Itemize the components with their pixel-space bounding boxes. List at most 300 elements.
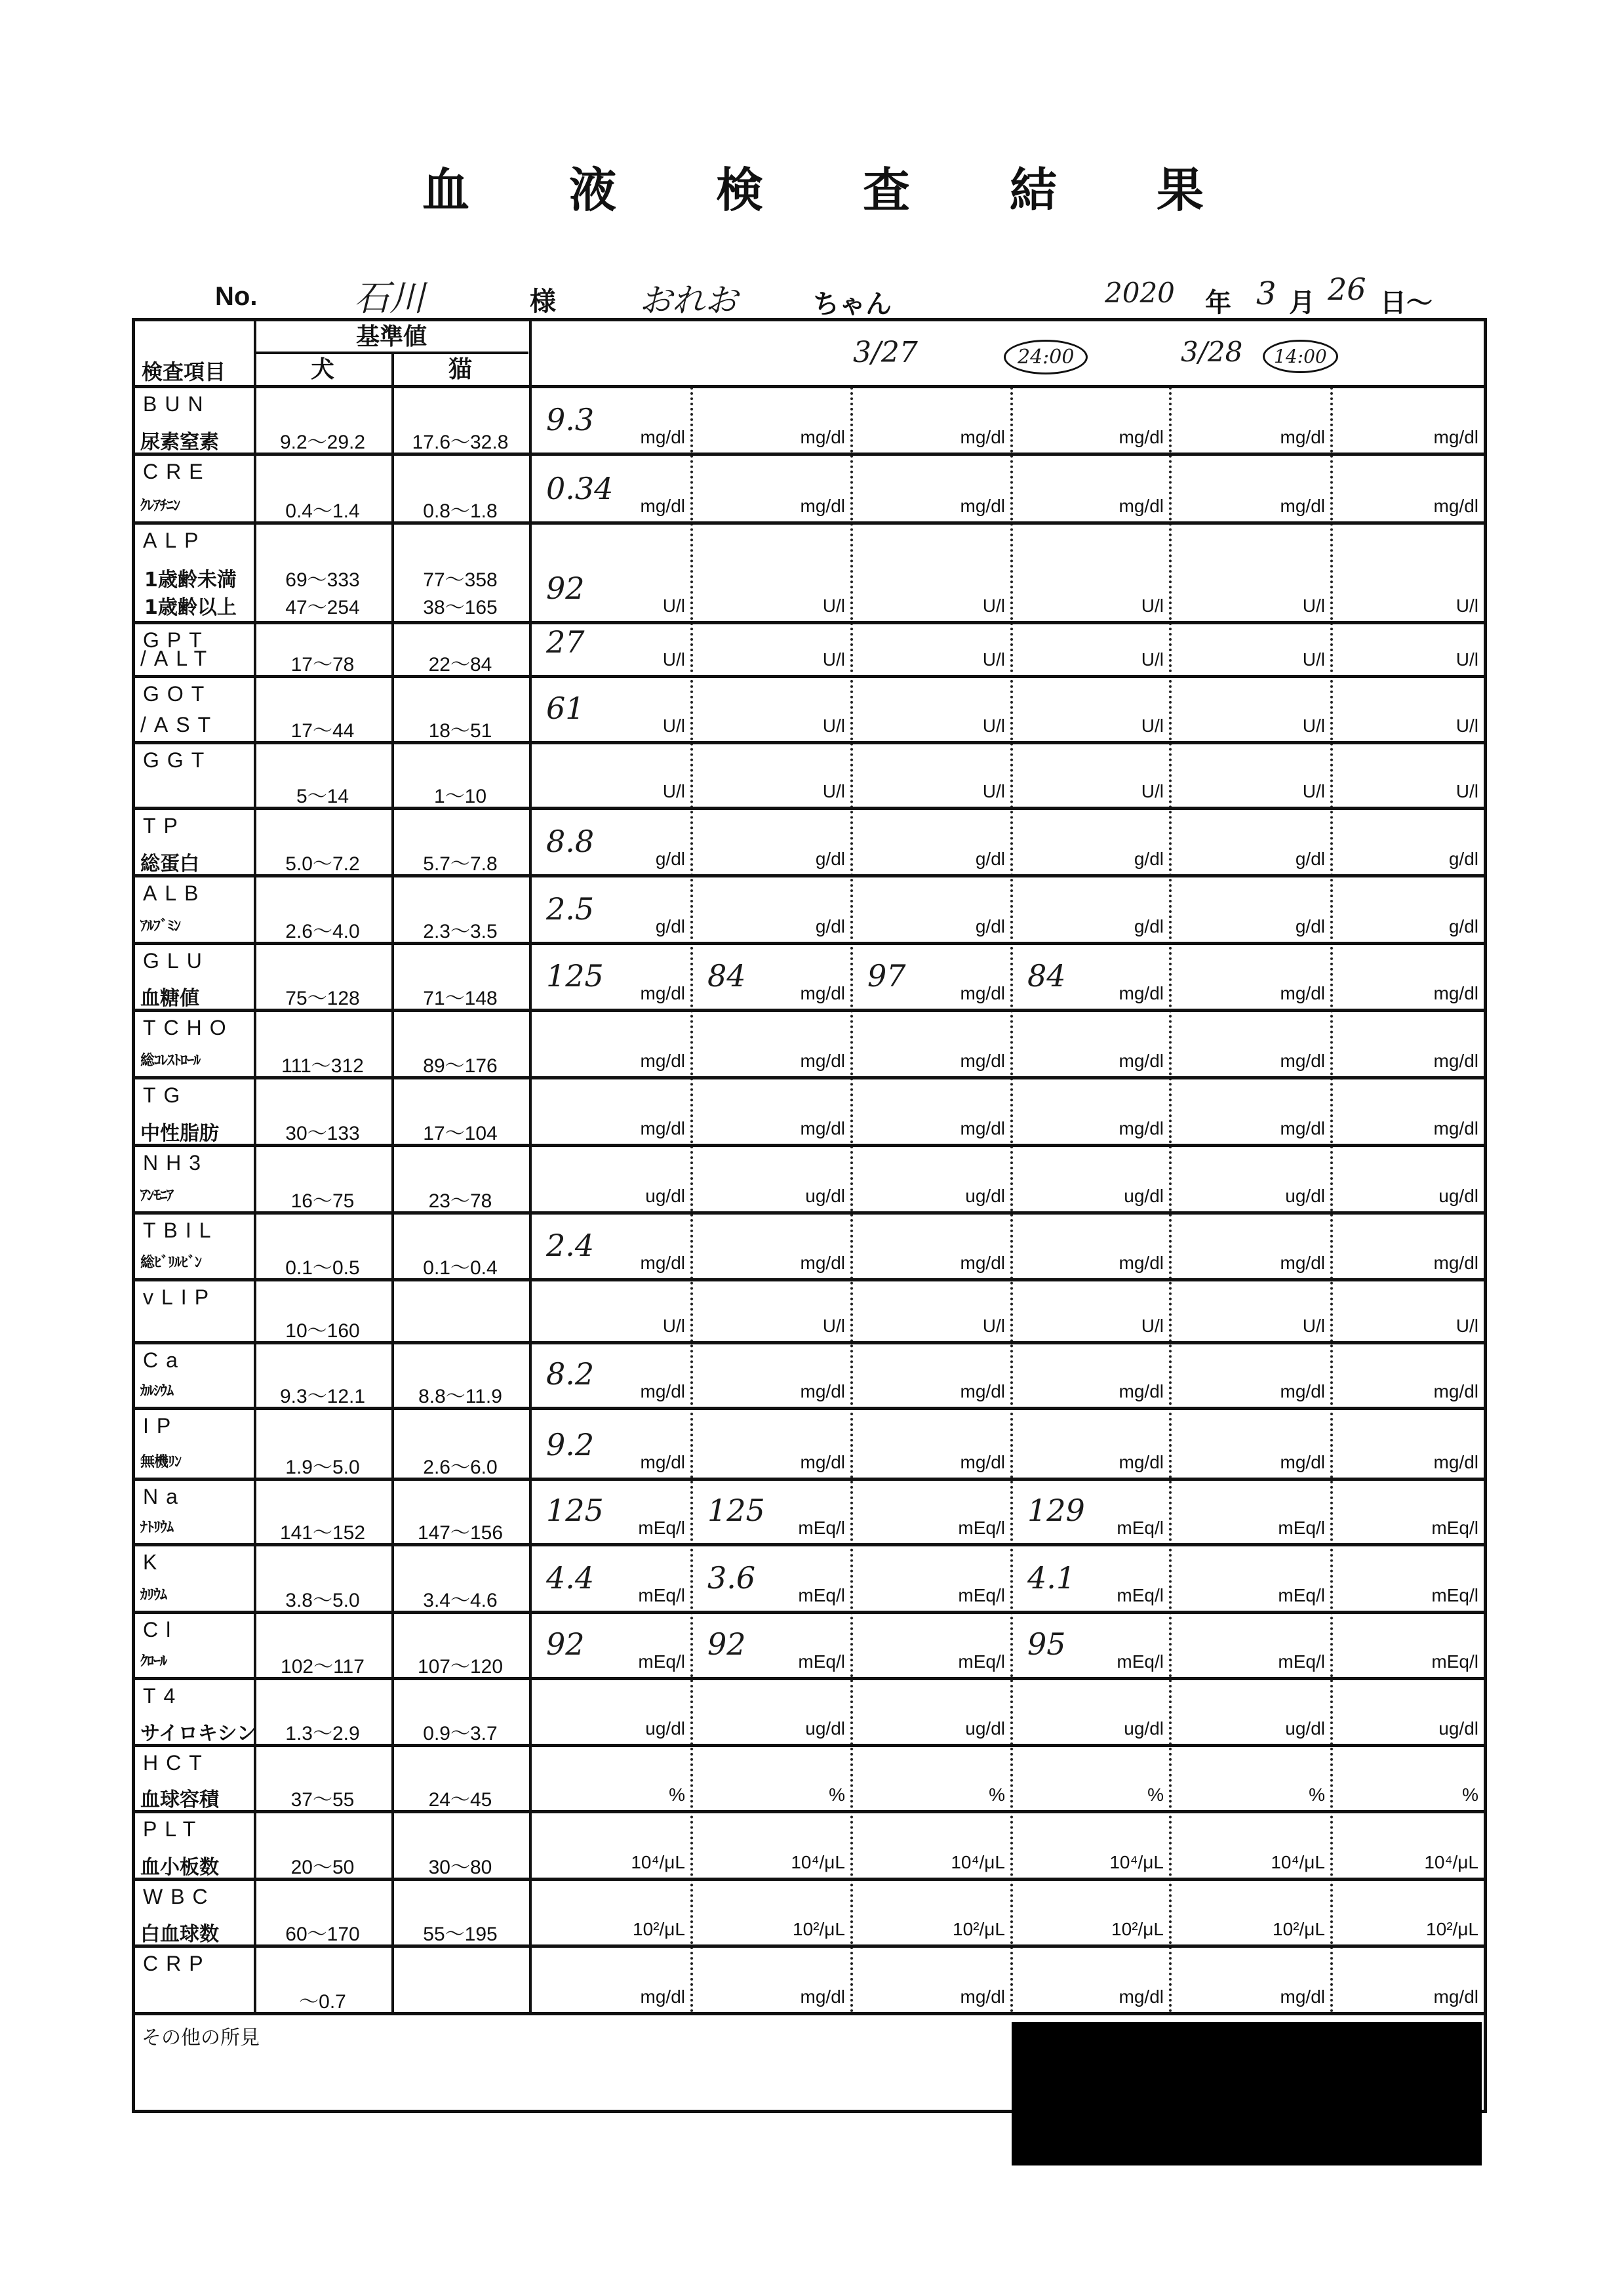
result-cell[interactable]	[1330, 1078, 1484, 1146]
month-value: 3	[1256, 275, 1277, 312]
result-unit: mEq/l	[958, 1651, 1005, 1672]
result-unit: 10²/μL	[1111, 1919, 1164, 1939]
result-unit: g/dl	[1448, 849, 1478, 869]
result-cell[interactable]	[1010, 1613, 1169, 1679]
result-unit: g/dl	[975, 916, 1005, 937]
result-unit: mg/dl	[800, 1253, 845, 1273]
table-row	[135, 623, 1484, 677]
result-cell[interactable]	[1010, 743, 1169, 809]
result-cell[interactable]	[690, 1146, 850, 1213]
result-cell[interactable]	[690, 1812, 850, 1880]
result-unit: ug/dl	[1285, 1186, 1325, 1206]
result-cell[interactable]	[850, 1011, 1010, 1078]
result-cell[interactable]	[1169, 1011, 1330, 1078]
cat-ref-range: 1〜10	[433, 786, 487, 807]
result-cell[interactable]	[1169, 1078, 1330, 1146]
result-cell[interactable]	[1169, 944, 1330, 1011]
result-cell[interactable]	[1010, 1343, 1169, 1409]
result-unit: 10⁴/μL	[1109, 1852, 1164, 1872]
result-unit: mEq/l	[638, 1585, 685, 1605]
dog-ref-range: 3.8〜5.0	[285, 1590, 360, 1611]
result-cell[interactable]	[1010, 454, 1169, 523]
result-cell[interactable]	[529, 1078, 690, 1146]
item-code: GPT	[143, 628, 210, 652]
result-cell[interactable]	[850, 454, 1010, 523]
result-unit: 10⁴/μL	[1424, 1852, 1478, 1872]
result-cell[interactable]	[529, 1545, 690, 1613]
result-unit: 10⁴/μL	[1271, 1852, 1325, 1872]
result-cell[interactable]	[1169, 1746, 1330, 1812]
result-cell[interactable]	[850, 677, 1010, 743]
item-code: HCT	[143, 1751, 210, 1775]
result-cell[interactable]	[850, 1409, 1010, 1480]
result-cell[interactable]	[1169, 1812, 1330, 1880]
result-cell[interactable]	[1010, 1946, 1169, 2014]
result-cell[interactable]	[529, 1011, 690, 1078]
result-unit: mEq/l	[798, 1518, 845, 1538]
reference-header: 基準値	[355, 323, 427, 350]
result-cell[interactable]	[690, 1343, 850, 1409]
result-unit: U/l	[1141, 1316, 1164, 1336]
result-value: 9.2	[546, 1427, 595, 1462]
title-char: 検	[715, 163, 763, 218]
result-cell[interactable]	[1169, 454, 1330, 523]
cat-ref-range: 38〜165	[423, 597, 498, 619]
item-name-ja: ｶﾘｳﾑ	[140, 1587, 167, 1603]
result-unit: mg/dl	[640, 983, 685, 1003]
result-cell[interactable]	[1330, 1880, 1484, 1946]
result-cell[interactable]	[850, 1343, 1010, 1409]
result-cell[interactable]	[690, 944, 850, 1011]
result-cell[interactable]	[850, 743, 1010, 809]
result-cell[interactable]	[690, 623, 850, 677]
result-unit: mg/dl	[1433, 983, 1478, 1003]
result-cell[interactable]	[850, 623, 1010, 677]
result-cell[interactable]	[529, 387, 690, 454]
result-cell[interactable]	[1169, 1480, 1330, 1545]
result-unit: mg/dl	[1433, 1051, 1478, 1071]
result-unit: mg/dl	[1433, 427, 1478, 447]
result-unit: mg/dl	[800, 983, 845, 1003]
result-cell[interactable]	[1169, 876, 1330, 944]
day-value: 26	[1328, 272, 1366, 307]
result-unit: mg/dl	[640, 1051, 685, 1071]
result-unit: ug/dl	[645, 1718, 685, 1739]
time-note-2: 14:00	[1263, 340, 1338, 373]
result-unit: ug/dl	[805, 1186, 845, 1206]
item-name-ja: 尿素窒素	[140, 431, 219, 454]
result-cell[interactable]	[1010, 523, 1169, 623]
result-cell[interactable]	[1010, 1545, 1169, 1613]
item-code: IP	[143, 1414, 179, 1438]
item-name-ja: ｸﾚｱﾁﾆﾝ	[140, 498, 180, 514]
dog-ref-range: 111〜312	[281, 1055, 364, 1077]
result-cell[interactable]	[529, 876, 690, 944]
result-cell[interactable]	[1330, 743, 1484, 809]
result-cell[interactable]	[1169, 1545, 1330, 1613]
result-cell[interactable]	[529, 1480, 690, 1545]
result-cell[interactable]	[1169, 1946, 1330, 2014]
table-row	[135, 1545, 1484, 1613]
result-unit: mg/dl	[800, 1452, 845, 1472]
cat-ref-range: 5.7〜7.8	[423, 853, 498, 875]
result-cell[interactable]	[529, 677, 690, 743]
result-cell[interactable]	[1169, 523, 1330, 623]
result-cell[interactable]	[1330, 944, 1484, 1011]
result-cell[interactable]	[1330, 1280, 1484, 1343]
result-unit: mg/dl	[1119, 983, 1164, 1003]
result-cell[interactable]	[529, 454, 690, 523]
result-unit: g/dl	[655, 849, 685, 869]
result-cell[interactable]	[1169, 1880, 1330, 1946]
result-unit: mg/dl	[800, 427, 845, 447]
result-value: 92	[546, 571, 585, 606]
result-cell[interactable]	[529, 1880, 690, 1946]
result-cell[interactable]	[1010, 1679, 1169, 1746]
result-cell[interactable]	[529, 1746, 690, 1812]
result-cell[interactable]	[1010, 809, 1169, 876]
cat-ref-range: 107〜120	[417, 1656, 504, 1678]
table-row	[135, 876, 1484, 944]
result-cell[interactable]	[1330, 1746, 1484, 1812]
cat-ref-range: 0.1〜0.4	[423, 1257, 498, 1279]
result-unit: mg/dl	[1280, 1986, 1325, 2007]
item-code: BUN	[143, 392, 211, 416]
result-unit: g/dl	[975, 849, 1005, 869]
result-cell[interactable]	[529, 1280, 690, 1343]
result-cell[interactable]	[1330, 1213, 1484, 1280]
result-unit: g/dl	[1448, 916, 1478, 937]
result-cell[interactable]	[1169, 1213, 1330, 1280]
result-unit: mEq/l	[1117, 1651, 1164, 1672]
result-cell[interactable]	[1330, 387, 1484, 454]
result-cell[interactable]	[690, 1946, 850, 2014]
result-cell[interactable]	[850, 1480, 1010, 1545]
item-code: Na	[143, 1485, 186, 1508]
year-label: 年	[1205, 289, 1231, 317]
item-name-ja: ｸﾛｰﾙ	[140, 1653, 167, 1670]
result-value: 97	[867, 958, 906, 994]
item-name-ja: 中性脂肪	[140, 1122, 219, 1145]
result-cell[interactable]	[690, 1545, 850, 1613]
result-cell[interactable]	[850, 1280, 1010, 1343]
result-cell[interactable]	[1010, 1480, 1169, 1545]
result-cell[interactable]	[1010, 876, 1169, 944]
dog-ref-range: 75〜128	[285, 988, 360, 1009]
item-code: GLU	[143, 949, 210, 973]
cat-ref-range: 71〜148	[423, 988, 498, 1009]
result-cell[interactable]	[1010, 1213, 1169, 1280]
item-sub-label: 1歳齢未満	[144, 568, 237, 592]
result-unit: mg/dl	[960, 983, 1005, 1003]
result-unit: mEq/l	[1431, 1518, 1478, 1538]
result-cell[interactable]	[529, 1343, 690, 1409]
title-char: 査	[862, 163, 910, 218]
result-cell[interactable]	[1010, 944, 1169, 1011]
result-unit: mg/dl	[1433, 1253, 1478, 1273]
table-row	[135, 1880, 1484, 1946]
result-unit: mg/dl	[1280, 496, 1325, 516]
result-cell[interactable]	[850, 1812, 1010, 1880]
result-cell[interactable]	[529, 1613, 690, 1679]
item-code: TCHO	[143, 1016, 234, 1039]
result-unit: U/l	[822, 1316, 845, 1336]
result-cell[interactable]	[529, 1946, 690, 2014]
item-code: ALB	[143, 881, 207, 905]
result-cell[interactable]	[690, 1011, 850, 1078]
result-cell[interactable]	[850, 1746, 1010, 1812]
result-cell[interactable]	[529, 944, 690, 1011]
result-value: 84	[707, 958, 746, 994]
table-row	[135, 387, 1484, 454]
result-value: 92	[707, 1626, 746, 1662]
dog-ref-range: 141〜152	[279, 1522, 366, 1544]
title-char: 血	[422, 163, 469, 218]
dog-ref-range: 9.2〜29.2	[279, 432, 366, 453]
dog-ref-range: 〜0.7	[299, 1991, 346, 2013]
result-unit: mg/dl	[960, 1381, 1005, 1401]
result-unit: mEq/l	[638, 1518, 685, 1538]
result-unit: mg/dl	[640, 427, 685, 447]
cat-ref-range: 23〜78	[428, 1190, 492, 1212]
result-value: 61	[546, 691, 585, 726]
result-cell[interactable]	[1169, 387, 1330, 454]
result-value: 2.5	[546, 891, 595, 927]
result-unit: mg/dl	[1280, 983, 1325, 1003]
item-code: TBIL	[143, 1218, 219, 1242]
result-cell[interactable]	[850, 1078, 1010, 1146]
result-unit: mg/dl	[800, 1986, 845, 2007]
time-note-1: 24:00	[1004, 340, 1088, 374]
result-unit: mg/dl	[1280, 1452, 1325, 1472]
result-unit: mg/dl	[1280, 1381, 1325, 1401]
result-unit: mg/dl	[800, 1381, 845, 1401]
result-cell[interactable]	[1169, 809, 1330, 876]
result-cell[interactable]	[529, 1213, 690, 1280]
result-unit: mg/dl	[1119, 1986, 1164, 2007]
result-cell[interactable]	[529, 743, 690, 809]
result-cell[interactable]	[529, 623, 690, 677]
result-cell[interactable]	[690, 523, 850, 623]
document-title	[420, 152, 1206, 218]
result-cell[interactable]	[1169, 1679, 1330, 1746]
result-unit: U/l	[1141, 595, 1164, 616]
result-cell[interactable]	[1010, 1280, 1169, 1343]
result-cell[interactable]	[1330, 1946, 1484, 2014]
result-cell[interactable]	[850, 1880, 1010, 1946]
owner-name: 石川	[354, 277, 425, 319]
result-cell[interactable]	[850, 1613, 1010, 1679]
result-cell[interactable]	[1330, 1480, 1484, 1545]
result-cell[interactable]	[1169, 677, 1330, 743]
dog-ref-range: 2.6〜4.0	[285, 921, 360, 942]
dog-ref-range: 9.3〜12.1	[279, 1386, 366, 1407]
item-name-ja: ｱﾝﾓﾆｱ	[140, 1188, 174, 1204]
result-cell[interactable]	[1330, 1146, 1484, 1213]
result-unit: mEq/l	[1278, 1585, 1325, 1605]
result-unit: mg/dl	[1119, 427, 1164, 447]
result-cell[interactable]	[529, 1812, 690, 1880]
result-cell[interactable]	[690, 387, 850, 454]
table-row	[135, 1812, 1484, 1880]
result-unit: U/l	[822, 649, 845, 670]
result-cell[interactable]	[850, 523, 1010, 623]
result-cell[interactable]	[850, 387, 1010, 454]
result-cell[interactable]	[690, 1746, 850, 1812]
result-unit: mEq/l	[798, 1651, 845, 1672]
result-cell[interactable]	[1330, 876, 1484, 944]
result-cell[interactable]	[690, 454, 850, 523]
result-unit: U/l	[1302, 781, 1325, 801]
result-value: 27	[546, 624, 585, 660]
result-unit: ug/dl	[805, 1718, 845, 1739]
result-cell[interactable]	[1330, 623, 1484, 677]
result-cell[interactable]	[1010, 1409, 1169, 1480]
result-unit: mg/dl	[640, 496, 685, 516]
result-unit: U/l	[1302, 1316, 1325, 1336]
result-cell[interactable]	[1010, 1078, 1169, 1146]
result-cell[interactable]	[850, 876, 1010, 944]
day-label: 日〜	[1380, 289, 1433, 317]
result-cell[interactable]	[1330, 1011, 1484, 1078]
result-unit: U/l	[982, 1316, 1005, 1336]
result-cell[interactable]	[1330, 523, 1484, 623]
result-value: 125	[546, 958, 604, 994]
result-cell[interactable]	[850, 1679, 1010, 1746]
result-cell[interactable]	[1330, 677, 1484, 743]
result-cell[interactable]	[690, 1679, 850, 1746]
result-unit: U/l	[1456, 781, 1478, 801]
result-cell[interactable]	[1010, 387, 1169, 454]
result-cell[interactable]	[850, 1545, 1010, 1613]
item-code: PLT	[143, 1817, 204, 1841]
date-note-2: 3/28	[1181, 336, 1243, 368]
result-unit: mg/dl	[1119, 1381, 1164, 1401]
result-unit: mg/dl	[1433, 1986, 1478, 2007]
result-unit: mg/dl	[640, 1452, 685, 1472]
result-unit: mg/dl	[960, 1986, 1005, 2007]
result-unit: mg/dl	[1119, 1253, 1164, 1273]
result-cell[interactable]	[1330, 1613, 1484, 1679]
item-name-ja: 血小板数	[140, 1856, 219, 1879]
result-cell[interactable]	[1010, 1011, 1169, 1078]
result-unit: ug/dl	[965, 1186, 1005, 1206]
item-name-ja: 無機ﾘﾝ	[140, 1454, 182, 1470]
table-row	[135, 1946, 1484, 2014]
item-name-ja: 総蛋白	[140, 853, 199, 876]
result-cell[interactable]	[1169, 623, 1330, 677]
result-cell[interactable]	[690, 1213, 850, 1280]
result-cell[interactable]	[1330, 809, 1484, 876]
result-unit: mg/dl	[960, 1452, 1005, 1472]
dog-ref-range: 20〜50	[290, 1857, 355, 1878]
result-cell[interactable]	[1330, 1409, 1484, 1480]
cat-ref-range: 147〜156	[417, 1522, 504, 1544]
result-cell[interactable]	[1169, 1280, 1330, 1343]
result-unit: %	[1147, 1784, 1164, 1805]
result-cell[interactable]	[850, 1946, 1010, 2014]
result-cell[interactable]	[529, 809, 690, 876]
result-cell[interactable]	[1010, 1146, 1169, 1213]
item-name-ja: 総ｺﾚｽﾄﾛｰﾙ	[140, 1053, 201, 1069]
date-note-1: 3/27	[853, 336, 918, 369]
result-unit: U/l	[822, 715, 845, 736]
cat-ref-range: 2.6〜6.0	[423, 1457, 498, 1478]
table-row	[135, 1011, 1484, 1078]
result-unit: ug/dl	[1285, 1718, 1325, 1739]
item-name-ja: /ALT	[140, 647, 215, 670]
result-value: 4.1	[1027, 1560, 1076, 1596]
result-cell[interactable]	[1010, 623, 1169, 677]
dog-ref-range: 69〜333	[285, 569, 360, 591]
result-cell[interactable]	[690, 1613, 850, 1679]
result-unit: U/l	[982, 649, 1005, 670]
result-cell[interactable]	[1010, 677, 1169, 743]
result-unit: U/l	[662, 781, 685, 801]
result-cell[interactable]	[529, 1409, 690, 1480]
result-cell[interactable]	[1169, 1409, 1330, 1480]
item-code: CRP	[143, 1952, 211, 1975]
result-unit: U/l	[1141, 781, 1164, 801]
result-unit: U/l	[662, 715, 685, 736]
result-cell[interactable]	[529, 523, 690, 623]
result-unit: mg/dl	[800, 1118, 845, 1138]
result-unit: mg/dl	[1433, 1381, 1478, 1401]
result-cell[interactable]	[1330, 1812, 1484, 1880]
result-cell[interactable]	[850, 809, 1010, 876]
result-cell[interactable]	[1010, 1812, 1169, 1880]
result-cell[interactable]	[1169, 743, 1330, 809]
result-cell[interactable]	[850, 1213, 1010, 1280]
result-cell[interactable]	[1169, 1146, 1330, 1213]
result-cell[interactable]	[1010, 1880, 1169, 1946]
result-cell[interactable]	[690, 677, 850, 743]
results-table	[132, 318, 1487, 2113]
result-cell[interactable]	[690, 1280, 850, 1343]
result-unit: %	[669, 1784, 685, 1805]
result-cell[interactable]	[690, 1409, 850, 1480]
result-unit: mEq/l	[1278, 1651, 1325, 1672]
cat-ref-range: 55〜195	[423, 1923, 498, 1945]
item-code: NH3	[143, 1151, 209, 1175]
table-row	[135, 743, 1484, 809]
result-cell[interactable]	[529, 1146, 690, 1213]
result-unit: ug/dl	[1438, 1718, 1478, 1739]
result-cell[interactable]	[1330, 454, 1484, 523]
result-cell[interactable]	[690, 1480, 850, 1545]
result-cell[interactable]	[690, 743, 850, 809]
result-unit: 10²/μL	[633, 1919, 685, 1939]
result-cell[interactable]	[1330, 1545, 1484, 1613]
result-cell[interactable]	[690, 809, 850, 876]
result-unit: 10⁴/μL	[791, 1852, 845, 1872]
result-cell[interactable]	[1169, 1613, 1330, 1679]
result-cell[interactable]	[1010, 1746, 1169, 1812]
cat-ref-range: 17.6〜32.8	[412, 432, 509, 453]
result-cell[interactable]	[1169, 1343, 1330, 1409]
result-cell[interactable]	[690, 1880, 850, 1946]
result-cell[interactable]	[1330, 1679, 1484, 1746]
table-row	[135, 677, 1484, 743]
result-cell[interactable]	[690, 876, 850, 944]
result-cell[interactable]	[690, 1078, 850, 1146]
result-cell[interactable]	[1330, 1343, 1484, 1409]
result-cell[interactable]	[850, 944, 1010, 1011]
table-row	[135, 1679, 1484, 1746]
result-cell[interactable]	[529, 1679, 690, 1746]
table-row	[135, 454, 1484, 523]
result-cell[interactable]	[850, 1146, 1010, 1213]
